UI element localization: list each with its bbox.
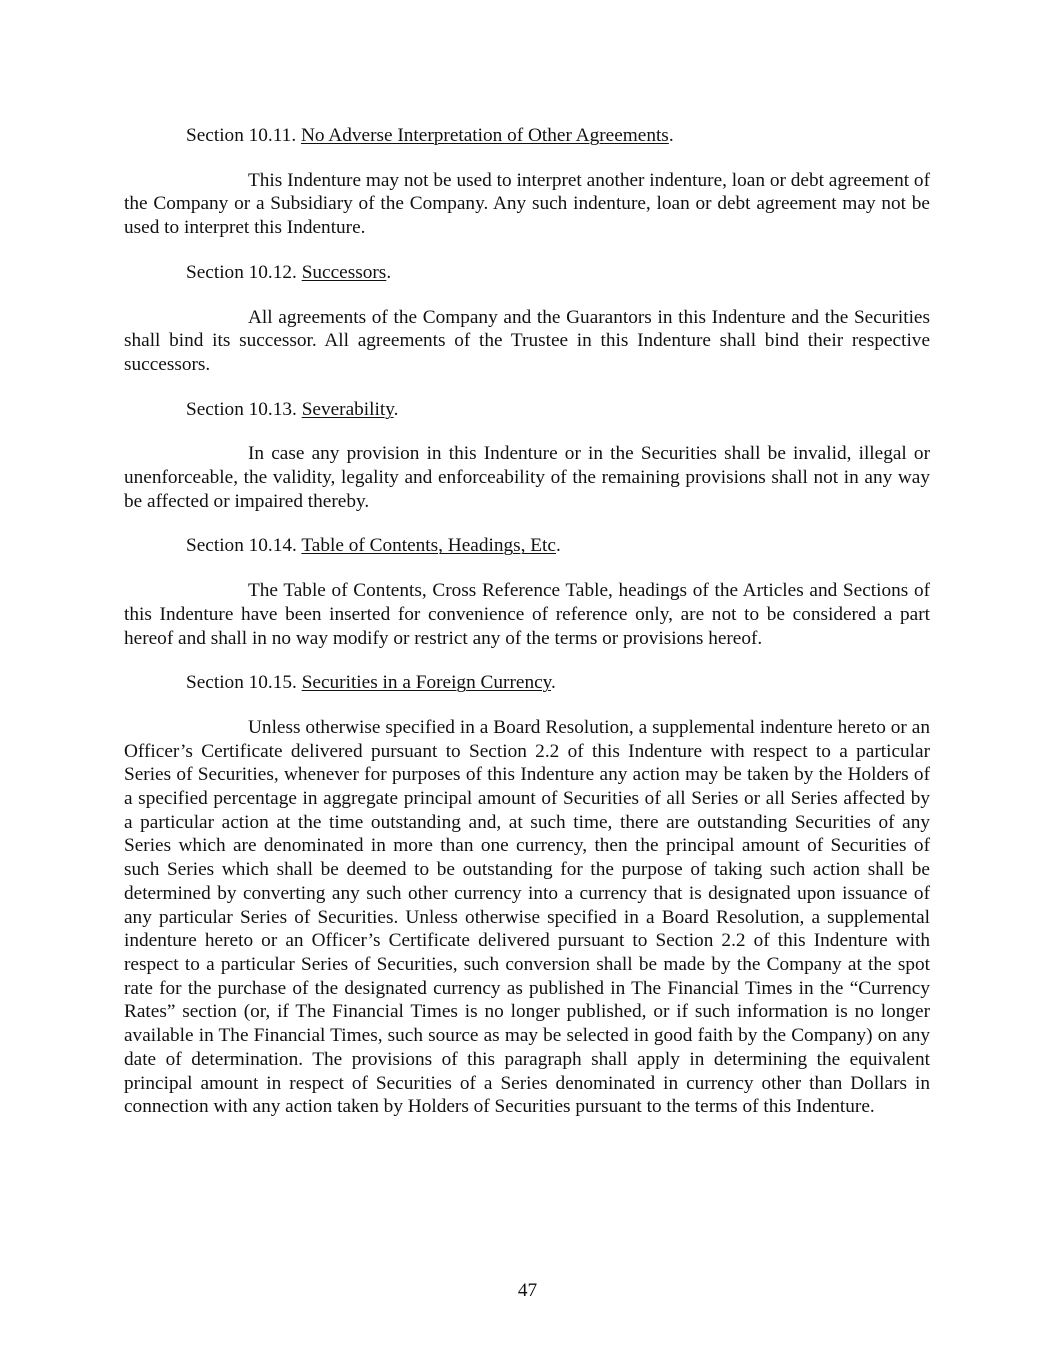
- section-number: Section 10.14.: [186, 535, 297, 557]
- section-body-10-15: Unless otherwise specified in a Board Resolution, a supplemental indenture hereto or an Officer’s Certificate delivered pursuant to Section 2.2 of this Indenture with respect to a particular Series of Securities, whenever for purposes of this Indenture any action may be taken by the Holders of a specified percentage in aggregate principal amount of Securities of all Series or all Series affected by a particular action at the time outstanding and, at such time, there are outstanding Securities of any Series which are denominated in more than one currency, then the principal amount of Securities of such Series which shall be deemed to be outstanding for the purpose of taking such action shall be determined by converting any such other currency into a currency that is designated upon issuance of any particular Series of Securities. Unless otherwise specified in a Board Resolution, a supplemental indenture hereto or an Officer’s Certificate delivered pursuant to Section 2.2 of this Indenture with respect to a particular Series of Securities, such conversion shall be made by the Company at the spot rate for the purchase of the designated currency as published in The Financial Times in the “Currency Rates” section (or, if The Financial Times is no longer published, or if such information is no longer available in The Financial Times, such source as may be selected in good faith by the Company) on any date of determination. The provisions of this paragraph shall apply in determining the equivalent principal amount in respect of Securities of a Series denominated in currency other than Dollars in connection with any action taken by Holders of Securities pursuant to the terms of this Indenture.: [124, 716, 930, 1118]
- section-title: Successors: [301, 261, 387, 283]
- section-title: Severability: [301, 398, 394, 420]
- section-title: Table of Contents, Headings, Etc: [301, 535, 556, 557]
- heading-period: .: [393, 398, 399, 420]
- heading-period: .: [668, 125, 674, 146]
- section-body-10-13: In case any provision in this Indenture or in the Securities shall be invalid, illegal or unenforceable, the validity, legality and enforceability of the remaining provisions shall not in any way be affected or impaired thereby.: [124, 443, 930, 512]
- section-heading-10-14: [186, 534, 930, 558]
- section-heading-10-15: [186, 671, 930, 695]
- page-number: 47: [517, 1280, 538, 1301]
- section-body-10-14: The Table of Contents, Cross Reference Table, headings of the Articles and Sections of this Indenture have been inserted for convenience of reference only, are not to be considered a part hereof and shall in no way modify or restrict any of the terms or provisions hereof.: [124, 580, 930, 649]
- section-number: Section 10.13.: [186, 398, 297, 420]
- section-number: Section 10.15.: [186, 672, 297, 694]
- section-number: Section 10.12.: [186, 261, 297, 283]
- section-number: Section 10.11.: [186, 125, 297, 146]
- heading-period: .: [551, 672, 556, 694]
- section-body-10-12: All agreements of the Company and the Guarantors in this Indenture and the Securities shall bind its successor. All agreements of the Trustee in this Indenture shall bind their respective successors.: [124, 306, 930, 375]
- section-title: Securities in a Foreign Currency: [301, 672, 552, 694]
- heading-period: .: [555, 535, 561, 557]
- section-heading-10-11: [186, 124, 930, 148]
- document-page: [124, 124, 930, 1140]
- section-heading-10-13: [186, 398, 930, 422]
- section-title: No Adverse Interpretation of Other Agreements: [300, 125, 669, 146]
- section-heading-10-12: [186, 261, 930, 285]
- heading-period: .: [386, 261, 392, 283]
- section-body-10-11: This Indenture may not be used to interpret another indenture, loan or debt agreement of the Company or a Subsidiary of the Company. Any such indenture, loan or debt agreement may not be used to interpret this Indenture.: [124, 169, 930, 239]
